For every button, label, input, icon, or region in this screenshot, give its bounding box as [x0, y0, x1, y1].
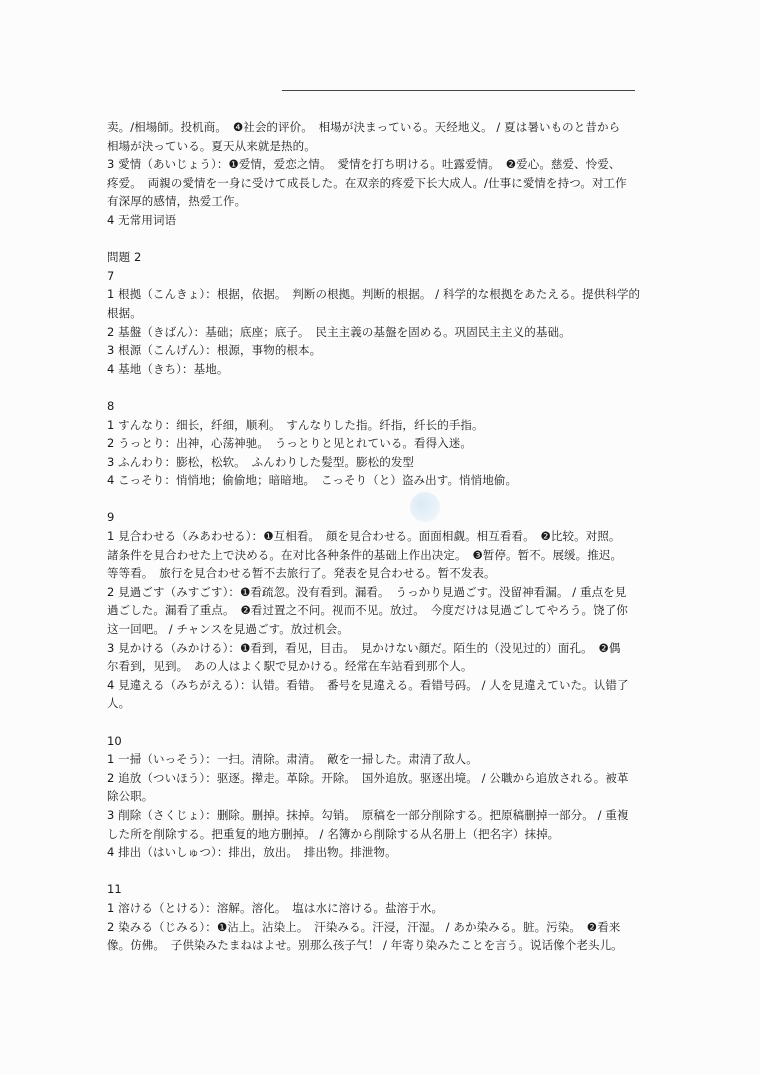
section-heading: 問題 2 [107, 250, 142, 265]
question-number: 10 [107, 733, 122, 748]
text-line: した所を削除する。把重复的地方删掉。 / 名簿から削除する从名册上（把名字）抹掉。 [107, 826, 560, 841]
text-line: 有深厚的感情，热爱工作。 [107, 194, 247, 209]
text-line: 4 基地（きち）：基地。 [107, 361, 229, 376]
text-line: 諸条件を見合わせた上で決める。在对比各种条件的基础上作出决定。 ❸暂停。暂不。展缓。推迟。 [107, 547, 623, 562]
text-line: 根据。 [107, 305, 142, 320]
text-line: 1 一掃（いっそう）：一扫。清除。肃清。 敵を一掃した。肃清了敌人。 [107, 752, 478, 767]
document-body [107, 118, 667, 955]
text-line: 2 うっとり：出神，心荡神驰。 うっとりと见とれている。看得入迷。 [107, 436, 473, 451]
blank-line [107, 862, 667, 881]
blank-line [107, 490, 667, 509]
question-number: 9 [107, 510, 115, 525]
text-line: 人。 [107, 696, 131, 711]
text-line: 除公职。 [107, 789, 154, 804]
text-line: 1 根拠（こんきょ）：根据，依据。 判断の根拠。判断的根据。 / 科学的な根拠をあたえる。提供科学的 [107, 287, 641, 302]
top-divider [282, 90, 635, 91]
text-line: 過ごした。漏看了重点。 ❷看过置之不问。视而不见。放过。 今度だけは見過ごしてやろう。饶了你 [107, 603, 628, 618]
text-line: 2 追放（ついほう）：驱逐。撵走。革除。开除。 国外追放。驱逐出境。 / 公職から追放される。被革 [107, 770, 629, 785]
text-line: 尔看到，见到。 あの人はよく駅で見かける。经常在车站看到那个人。 [107, 659, 473, 674]
text-line: 2 見過ごす（みすごす）：❶看疏忽。没有看到。漏看。 うっかり見過ごす。没留神看漏。 / 重点を見 [107, 584, 627, 599]
question-number: 11 [107, 882, 122, 897]
text-line: 等等看。 旅行を見合わせる暂不去旅行了。発表を見合わせる。暂不发表。 [107, 566, 496, 581]
text-line: 4 見違える（みちがえる）：认错。看错。 番号を見違える。看错号码。 / 人を見違えていた。认错了 [107, 677, 629, 692]
blank-line [107, 230, 667, 249]
text-line: 2 基盤（きばん）：基础；底座；底子。 民主主義の基盤を固める。巩固民主主义的基础。 [107, 324, 571, 339]
text-line: 3 削除（さくじょ）：删除。删掉。抹掉。勾销。 原稿を一部分削除する。把原稿删掉一部分。 / 重複 [107, 807, 629, 822]
text-line: 1 見合わせる（みあわせる）：❶互相看。 顔を見合わせる。面面相觑。相互看看。 ❷比较。对照。 [107, 529, 621, 544]
text-line: 2 染みる（じみる）：❶沾上。沾染上。 汗染みる。汗浸，汗湿。 / あか染みる。脏。污染。 ❷看来 [107, 919, 621, 934]
text-line: 3 見かける（みかける）：❶看到，看见，目击。 見かけない顔だ。陌生的（没见过的）面孔。 ❷偶 [107, 640, 621, 655]
question-number: 8 [107, 398, 115, 413]
text-line: 4 无常用词语 [107, 212, 177, 227]
blank-line [107, 378, 667, 397]
text-line: 疼爱。 両親の愛情を一身に受けて成長した。在双亲的疼爱下长大成人。/仕事に愛情を持つ。对工作 [107, 175, 627, 190]
text-line: 卖。/相場師。投机商。 ❹社会的评价。 相場が決まっている。天经地义。 / 夏は暑いものと昔から [107, 120, 621, 134]
text-line: 像。仿佛。 子供染みたまねはよせ。别那么孩子气！ / 年寄り染みたことを言う。说话像个老头儿。 [107, 938, 623, 953]
blank-line [107, 713, 667, 732]
text-line: 1 すんなり：细长，纤细，顺利。 すんなりした指。纤指，纤长的手指。 [107, 417, 484, 432]
text-line: 3 愛情（あいじょう）：❶爱情，爱恋之情。 愛情を打ち明ける。吐露爱情。 ❷爱心。慈爱、怜爱、 [107, 157, 621, 172]
text-line: 4 排出（はいしゅつ）：排出，放出。 排出物。排泄物。 [107, 845, 397, 860]
text-line: 这一回吧。 / チャンスを見過ごす。放过机会。 [107, 622, 349, 637]
text-line: 相場が決っている。夏天从来就是热的。 [107, 138, 316, 153]
text-line: 4 こっそり：悄悄地；偷偷地；暗暗地。 こっそり（と）盗み出す。悄悄地偷。 [107, 473, 518, 488]
text-line: 3 根源（こんげん）：根源，事物的根本。 [107, 343, 322, 358]
text-line: 3 ふんわり：膨松，松软。 ふんわりした髪型。膨松的发型 [107, 454, 415, 469]
text-line: 1 溶ける（とける）：溶解。溶化。 塩は水に溶ける。盐溶于水。 [107, 900, 444, 915]
question-number: 7 [107, 268, 115, 283]
